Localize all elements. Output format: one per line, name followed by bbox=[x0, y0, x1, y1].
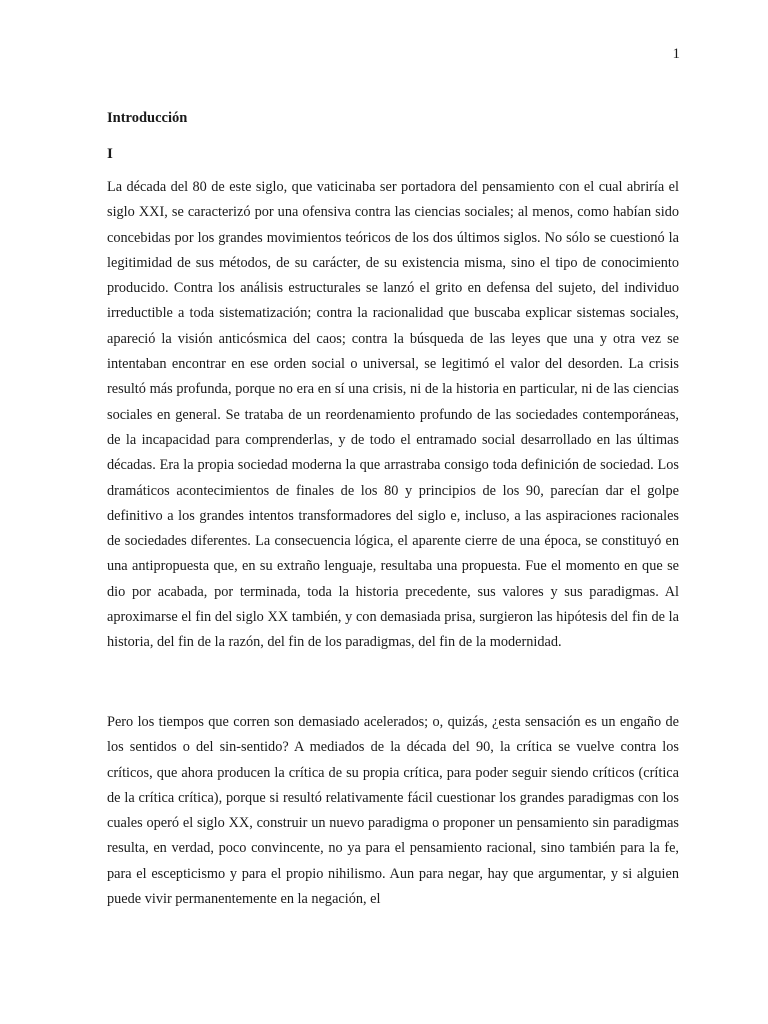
document-title: Introducción bbox=[107, 110, 188, 126]
paragraph-text: La década del 80 de este siglo, que vaticinaba ser portadora del pensamiento con el cual abriría el siglo XXI, se caracterizó por una ofensiva contra las ciencias sociales; al menos, como habían sido concebidas por los grandes movimientos teóricos de los dos últimos siglos. No sólo se cuestionó la legitimidad de sus métodos, de su carácter, de su existencia misma, sino el tipo de conocimiento producido. Contra los análisis estructurales se lanzó el grito en defensa del sujeto, del individuo irreductible a toda sistematización; contra la racionalidad que buscaba explicar sistemas sociales, apareció la visión anticósmica del caos; contra la búsqueda de las leyes que una y otra vez se intentaban encontrar en ese orden social o universal, se legitimó el valor del desorden. La crisis resultó más profunda, porque no era en sí una crisis, ni de la historia en particular, ni de las ciencias sociales en general. Se trataba de un reordenamiento profundo de las sociedades contemporáneas, de la incapacidad para comprenderlas, y de todo el entramado social desarrollado en las últimas décadas. Era la propia sociedad moderna la que arrastraba consigo toda definición de sociedad. Los dramáticos acontecimientos de finales de los 80 y principios de los 90, parecían dar el golpe definitivo a los grandes intentos transformadores del siglo e, incluso, a las aspiraciones racionales de sociedades diferentes. La consecuencia lógica, el aparente cierre de una época, se constituyó en una antipropuesta que, en su extraño lenguaje, resultaba una propuesta. Fue el momento en que se dio por acabada, por terminada, toda la historia precedente, sus valores y sus paradigmas. Al aproximarse el fin del siglo XX también, y con demasiada prisa, surgieron las hipótesis del fin de la historia, del fin de la razón, del fin de los paradigmas, del fin de la modernidad. bbox=[107, 179, 679, 651]
paragraph-2 bbox=[107, 710, 679, 912]
paragraph-1 bbox=[107, 175, 679, 656]
page-number: 1 bbox=[672, 46, 680, 62]
paragraph-text: Pero los tiempos que corren son demasiado acelerados; o, quizás, ¿esta sensación es un engaño de los sentidos o del sin-sentido? A mediados de la década del 90, la crítica se vuelve contra los críticos, que ahora producen la crítica de su propia crítica, para poder seguir siendo críticos (crítica de la crítica crítica), porque si resultó relativamente fácil cuestionar los grandes paradigmas con los cuales operó el siglo XX, construir un nuevo paradigma o proponer un pensamiento sin paradigmas resulta, en verdad, poco convincente, no ya para el pensamiento racional, sino también para la fe, para el escepticismo y para el propio nihilismo. Aun para negar, hay que argumentar, y si alguien puede vivir permanentemente en la negación, el bbox=[107, 714, 679, 908]
section-heading: I bbox=[107, 146, 113, 162]
